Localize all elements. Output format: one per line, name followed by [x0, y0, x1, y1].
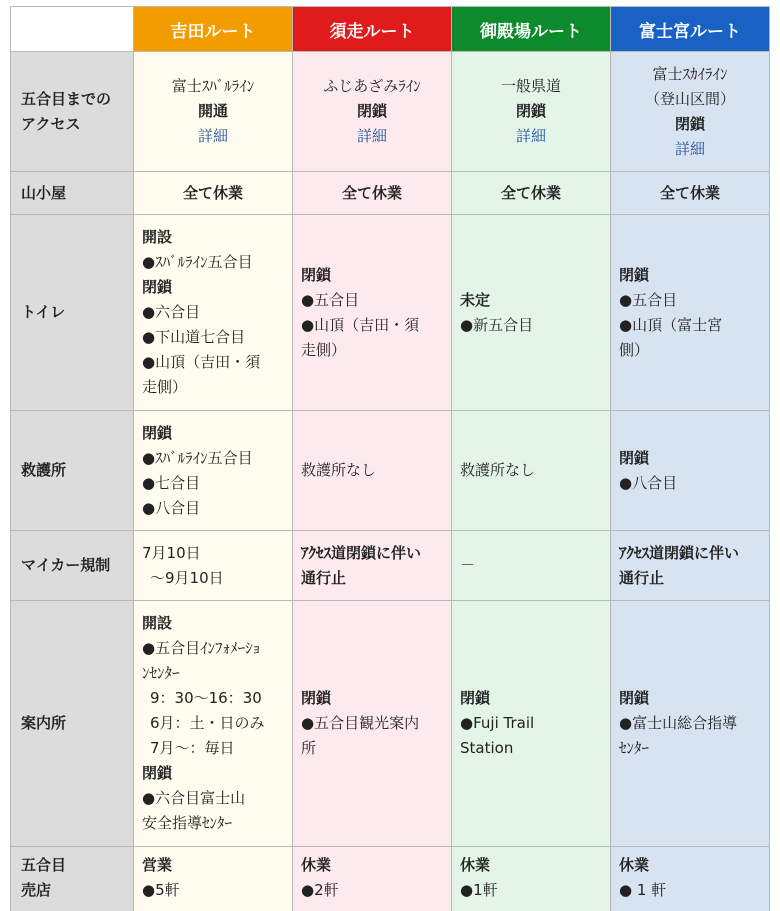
access-fujinomiya-road-l2: （登山区間） — [644, 89, 735, 108]
shop-subashiri-item-1: ●2軒 — [301, 881, 339, 899]
toilet-yoshida-open-label: 開設 — [142, 228, 173, 246]
row-rescue — [11, 411, 770, 531]
rescue-fujinomiya-item-1: ●八合目 — [619, 473, 678, 492]
mycar-yoshida-l2: 〜9月10日 — [150, 568, 224, 587]
access-gotemba-detail-link[interactable]: 詳細 — [515, 127, 546, 145]
toilet-fujinomiya-closed-2: ●山頂（富士宮 — [619, 315, 723, 334]
info-gotemba — [452, 601, 611, 847]
header-yoshida: 吉田ルート — [134, 7, 293, 52]
info-fujinomiya-item-1b: ｾﾝﾀｰ — [619, 739, 650, 757]
toilet-subashiri-closed-1: ●五合目 — [301, 290, 360, 309]
toilet-yoshida-closed-label: 閉鎖 — [142, 278, 173, 296]
shop-yoshida — [134, 847, 293, 911]
info-subashiri-closed-label: 閉鎖 — [301, 689, 332, 707]
rowhead-access — [11, 52, 134, 172]
access-subashiri-status: 閉鎖 — [356, 102, 387, 120]
toilet-gotemba — [452, 215, 611, 411]
toilet-yoshida-closed-2: ●下山道七合目 — [142, 328, 246, 346]
rescue-gotemba-text: 救護所なし — [460, 461, 536, 479]
row-access — [11, 52, 770, 172]
rescue-fujinomiya-closed-label: 閉鎖 — [619, 448, 650, 467]
hut-subashiri — [293, 172, 452, 215]
rescue-yoshida-item-2: ●七合目 — [142, 473, 201, 492]
hut-yoshida — [134, 172, 293, 215]
mycar-fujinomiya-l1: ｱｸｾｽ道閉鎖に伴い — [619, 543, 740, 562]
info-yoshida-open-label: 開設 — [142, 614, 173, 632]
info-yoshida-open-1b: ﾝｾﾝﾀｰ — [142, 664, 180, 682]
toilet-fujinomiya-closed-2b: 側） — [619, 340, 650, 359]
info-fujinomiya-closed-label: 閉鎖 — [619, 689, 650, 707]
row-hut — [11, 172, 770, 215]
hut-yoshida-status: 全て休業 — [182, 183, 243, 202]
toilet-yoshida-closed-1: ●六合目 — [142, 303, 201, 321]
access-gotemba-status: 閉鎖 — [515, 102, 546, 120]
rescue-yoshida — [134, 411, 293, 531]
info-subashiri — [293, 601, 452, 847]
toilet-gotemba-item-1: ●新五合目 — [460, 315, 534, 334]
access-yoshida-road: 富士ｽﾊﾞﾙﾗｲﾝ — [171, 77, 255, 95]
header-subashiri: 須走ルート — [293, 7, 452, 52]
shop-fujinomiya — [611, 847, 770, 911]
info-gotemba-item-1b: Station — [460, 739, 514, 757]
row-mycar — [11, 531, 770, 601]
toilet-subashiri-closed-label: 閉鎖 — [301, 265, 332, 284]
access-yoshida — [134, 52, 293, 172]
info-yoshida-open-1: ●五合目ｲﾝﾌｫﾒｰｼｮ — [142, 639, 261, 657]
access-gotemba-road: 一般県道 — [500, 77, 561, 95]
shop-subashiri — [293, 847, 452, 911]
rescue-subashiri — [293, 411, 452, 531]
access-fujinomiya-road-l1: 富士ｽｶｲﾗｲﾝ — [652, 64, 728, 83]
rescue-subashiri-text: 救護所なし — [301, 461, 377, 479]
rowhead-toilet: トイレ — [11, 215, 134, 411]
toilet-fujinomiya-closed-1: ●五合目 — [619, 290, 678, 309]
toilet-yoshida-closed-3: ●山頂（吉田・須 — [142, 353, 261, 371]
info-yoshida-june: 6月：土・日のみ — [150, 714, 265, 732]
rescue-yoshida-item-1: ●ｽﾊﾞﾙﾗｲﾝ五合目 — [142, 448, 253, 467]
info-yoshida-closed-label: 閉鎖 — [142, 764, 173, 782]
corner-cell — [11, 7, 134, 52]
hut-fujinomiya-status: 全て休業 — [659, 183, 720, 202]
shop-gotemba-item-1: ●1軒 — [460, 881, 498, 899]
rowhead-access-l2: アクセス — [21, 114, 81, 133]
shop-gotemba-status: 休業 — [460, 856, 491, 874]
rowhead-info: 案内所 — [11, 601, 134, 847]
info-fujinomiya-item-1: ●富士山総合指導 — [619, 714, 738, 732]
shop-fujinomiya-item-1: ● 1 軒 — [619, 881, 667, 899]
toilet-yoshida-closed-3b: 走側） — [142, 378, 188, 396]
access-yoshida-detail-link[interactable]: 詳細 — [197, 127, 228, 145]
access-fujinomiya-status: 閉鎖 — [674, 114, 705, 133]
info-gotemba-item-1: ●Fuji Trail — [460, 714, 535, 732]
hut-gotemba — [452, 172, 611, 215]
rowhead-shop-l1: 五合目 — [21, 856, 67, 874]
toilet-subashiri — [293, 215, 452, 411]
row-toilet — [11, 215, 770, 411]
access-subashiri — [293, 52, 452, 172]
info-yoshida-hours: 9：30〜16：30 — [150, 689, 262, 707]
mycar-subashiri-l2: 通行止 — [301, 568, 347, 587]
rowhead-mycar: マイカー規制 — [11, 531, 134, 601]
access-fujinomiya-detail-link[interactable]: 詳細 — [674, 139, 705, 158]
info-subashiri-item-1b: 所 — [301, 739, 317, 757]
rescue-gotemba — [452, 411, 611, 531]
info-yoshida-closed-1b: 安全指導ｾﾝﾀｰ — [142, 814, 233, 832]
shop-subashiri-status: 休業 — [301, 856, 332, 874]
rescue-yoshida-closed-label: 閉鎖 — [142, 423, 173, 442]
rowhead-rescue: 救護所 — [11, 411, 134, 531]
shop-yoshida-status: 営業 — [142, 856, 173, 874]
header-fujinomiya: 富士宮ルート — [611, 7, 770, 52]
rescue-yoshida-item-3: ●八合目 — [142, 498, 201, 517]
toilet-yoshida — [134, 215, 293, 411]
toilet-gotemba-label: 未定 — [460, 290, 491, 309]
toilet-subashiri-closed-2: ●山頂（吉田・須 — [301, 315, 420, 334]
info-yoshida — [134, 601, 293, 847]
hut-subashiri-status: 全て休業 — [341, 183, 402, 202]
row-info — [11, 601, 770, 847]
access-subashiri-road: ふじあざみﾗｲﾝ — [323, 77, 421, 95]
shop-yoshida-item-1: ●5軒 — [142, 881, 180, 899]
mycar-gotemba-text: － — [460, 556, 476, 574]
rowhead-access-l1: 五合目までの — [21, 89, 112, 108]
header-gotemba: 御殿場ルート — [452, 7, 611, 52]
toilet-subashiri-closed-2b: 走側） — [301, 340, 347, 359]
mycar-subashiri-l1: ｱｸｾｽ道閉鎖に伴い — [301, 543, 422, 562]
shop-fujinomiya-status: 休業 — [619, 856, 650, 874]
toilet-fujinomiya-closed-label: 閉鎖 — [619, 265, 650, 284]
row-shop — [11, 847, 770, 911]
access-yoshida-status: 開通 — [197, 102, 228, 120]
mycar-fujinomiya — [611, 531, 770, 601]
info-yoshida-closed-1: ●六合目富士山 — [142, 789, 246, 807]
info-fujinomiya — [611, 601, 770, 847]
hut-gotemba-status: 全て休業 — [500, 183, 561, 202]
info-gotemba-closed-label: 閉鎖 — [460, 689, 491, 707]
access-gotemba — [452, 52, 611, 172]
access-fujinomiya — [611, 52, 770, 172]
access-subashiri-detail-link[interactable]: 詳細 — [356, 127, 387, 145]
rowhead-shop-l2: 売店 — [21, 881, 52, 899]
info-yoshida-july: 7月〜：毎日 — [150, 739, 235, 757]
mycar-gotemba — [452, 531, 611, 601]
mycar-yoshida — [134, 531, 293, 601]
mycar-fujinomiya-l2: 通行止 — [619, 568, 665, 587]
rescue-fujinomiya — [611, 411, 770, 531]
rowhead-shop — [11, 847, 134, 911]
header-row — [11, 7, 770, 52]
hut-fujinomiya — [611, 172, 770, 215]
shop-gotemba — [452, 847, 611, 911]
mycar-yoshida-l1: 7月10日 — [142, 543, 201, 562]
route-status-table — [10, 6, 770, 911]
info-subashiri-item-1: ●五合目観光案内 — [301, 714, 420, 732]
rowhead-hut: 山小屋 — [11, 172, 134, 215]
toilet-yoshida-open-1: ●ｽﾊﾞﾙﾗｲﾝ五合目 — [142, 253, 253, 271]
toilet-fujinomiya — [611, 215, 770, 411]
mycar-subashiri — [293, 531, 452, 601]
